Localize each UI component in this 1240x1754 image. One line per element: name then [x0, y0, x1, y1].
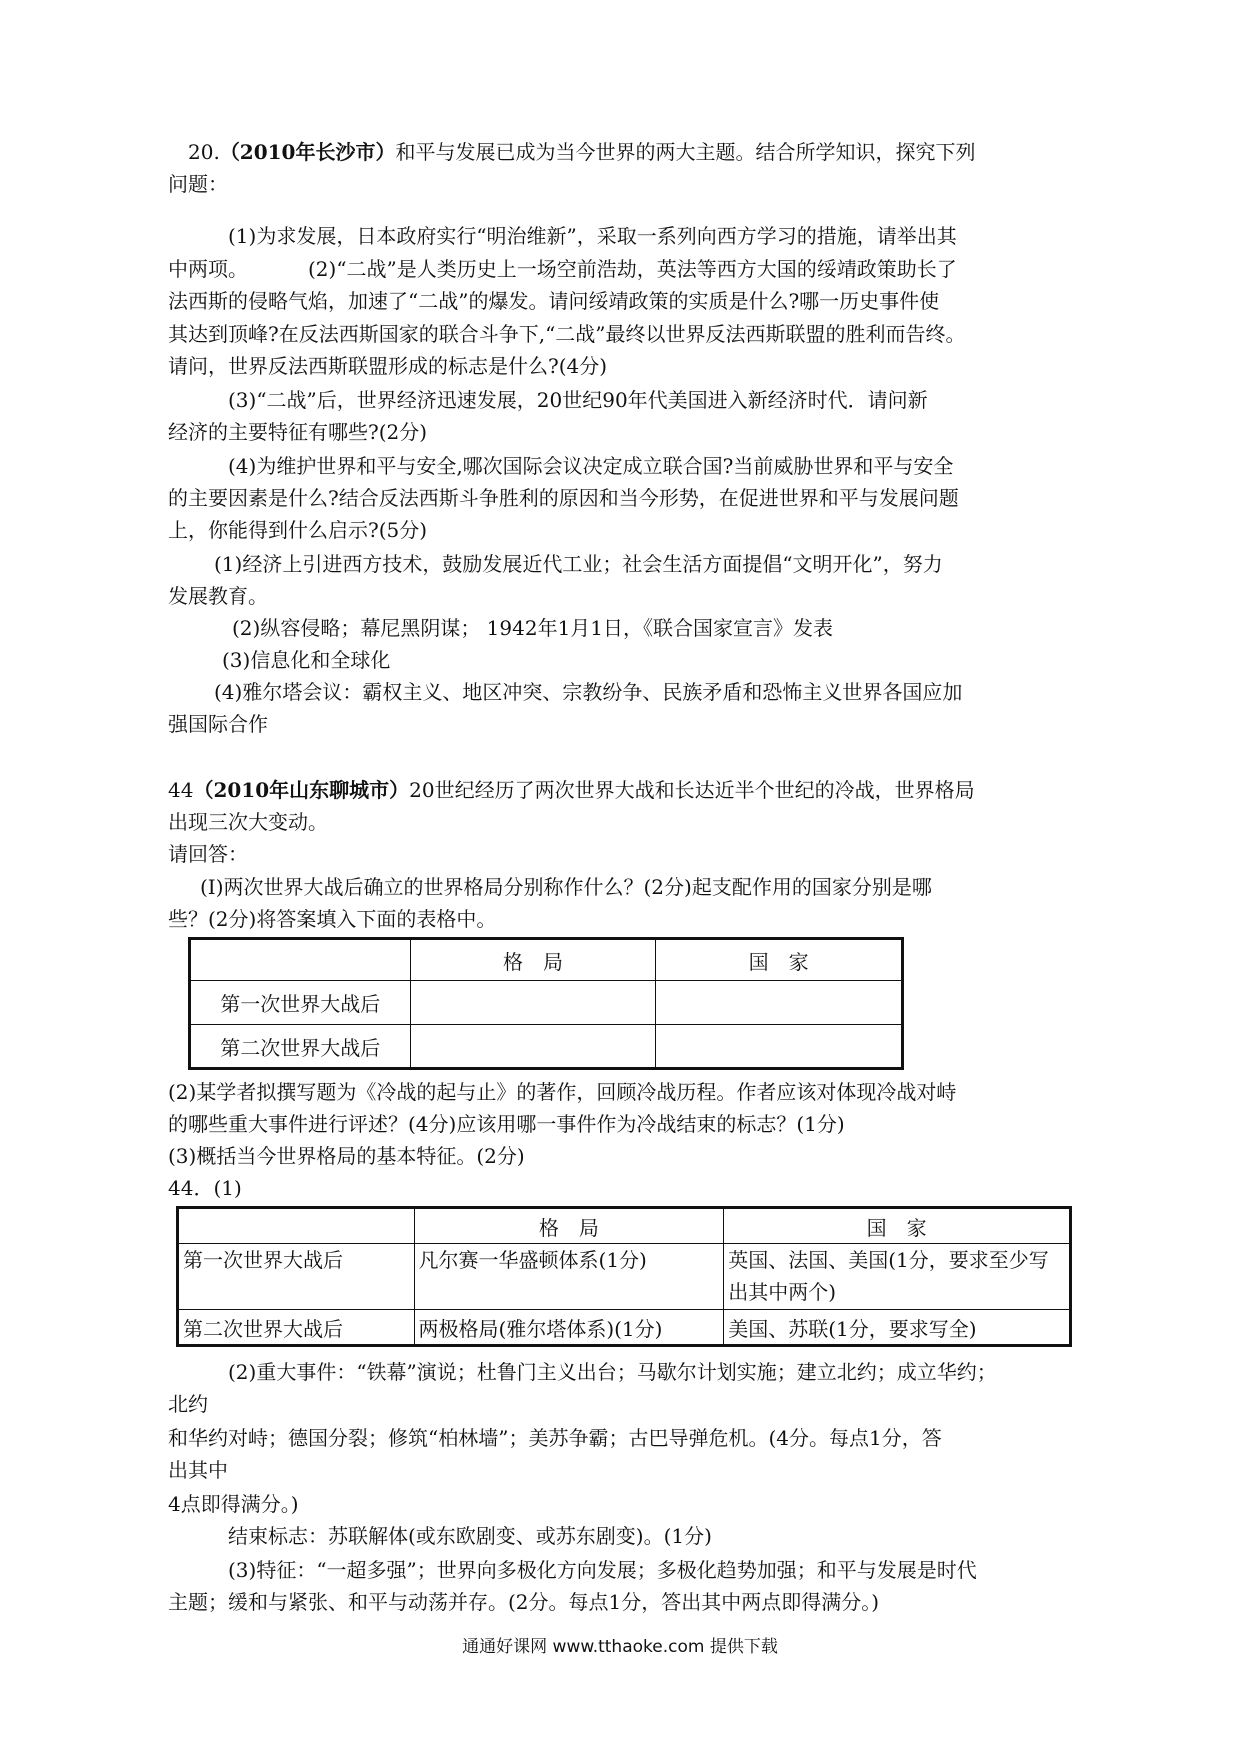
q44-answer-end-mark: 结束标志：苏联解体(或东欧剧变、或苏东剧变)。(1分): [228, 1524, 712, 1548]
q20-answer1-line1: (1)经济上引进西方技术，鼓励发展近代工业；社会生活方面提倡“文明开化”，努力: [214, 552, 943, 576]
table-cell: 第一次世界大战后: [178, 1244, 415, 1310]
table-cell: 第二次世界大战后: [190, 1025, 411, 1069]
q44-number: 44: [168, 778, 194, 802]
table-row: [178, 1244, 1071, 1310]
table-cell-blank[interactable]: [656, 1025, 903, 1069]
q20-part4-line3: 上，你能得到什么启示?(5分): [168, 518, 428, 542]
q20-answer4-line2: 强国际合作: [168, 712, 268, 736]
q20-stem-line2: 问题：: [168, 172, 228, 196]
q20-part2-head: (2)“二战”是人类历史上一场空前浩劫，英法等西方大国的绥靖政策助长了: [308, 257, 957, 281]
q44-stem-line2: 出现三次大变动。: [168, 810, 328, 834]
table-header-cell: 国 家: [656, 939, 903, 981]
q20-part1-line2: [168, 253, 1048, 285]
q20-part2-line4: 请问，世界反法西斯联盟形成的标志是什么?(4分): [168, 354, 608, 378]
q20-part2-line3: 其达到顶峰?在反法西斯国家的联合斗争下,“二战”最终以世界反法西斯联盟的胜利而告终。: [168, 322, 966, 346]
q44-answer3-line2: 主题；缓和与紧张、和平与动荡并存。(2分。每点1分，答出其中两点即得满分。): [168, 1590, 880, 1614]
q20-answer1-line2: 发展教育。: [168, 584, 268, 608]
q20-part1-line1: (1)为求发展，日本政府实行“明治维新”，采取一系列向西方学习的措施，请举出其: [228, 224, 957, 248]
q44-answer2-line1: (2)重大事件：“铁幕”演说；杜鲁门主义出台；马歇尔计划实施；建立北约；成立华约；: [228, 1360, 997, 1384]
table-cell: 英国、法国、美国(1分，要求至少写出其中两个): [724, 1244, 1071, 1310]
table-row: [190, 1025, 903, 1069]
q20-part3-line2: 经济的主要特征有哪些?(2分): [168, 420, 428, 444]
table-header-row: [190, 939, 903, 981]
q44-answer2-line3: 和华约对峙；德国分裂；修筑“柏林墙”；美苏争霸；古巴导弹危机。(4分。每点1分，答: [168, 1426, 942, 1450]
q20-part4-line2: 的主要因素是什么?结合反法西斯斗争胜利的原因和当今形势，在促进世界和平与发展问题: [168, 486, 959, 510]
table-header-row: [178, 1208, 1071, 1244]
q20-answer4-line1: (4)雅尔塔会议：霸权主义、地区冲突、宗教纷争、民族矛盾和恐怖主义世界各国应加: [214, 680, 963, 704]
q20-part2-line2: 法西斯的侵略气焰，加速了“二战”的爆发。请问绥靖政策的实质是什么?哪一历史事件使: [168, 289, 940, 313]
q20-source: （2010年长沙市）: [219, 140, 396, 164]
table-cell-blank[interactable]: [410, 1025, 656, 1069]
q20-part1-tail: 中两项。: [168, 257, 248, 281]
q44-stem-line1: [168, 774, 1048, 806]
table-cell-blank[interactable]: [410, 981, 656, 1025]
table-row: [178, 1310, 1071, 1346]
q44-blank-table: [188, 937, 904, 1070]
q44-part2-line1: (2)某学者拟撰写题为《冷战的起与止》的著作，回顾冷战历程。作者应该对体现冷战对峙: [168, 1080, 957, 1104]
q44-stem: 20世纪经历了两次世界大战和长达近半个世纪的冷战，世界格局: [409, 778, 975, 802]
q44-stem-line3: 请回答：: [168, 842, 248, 866]
q44-part1-line2: 些？(2分)将答案填入下面的表格中。: [168, 907, 497, 931]
table-header-cell: 格 局: [410, 939, 656, 981]
q20-stem-line1: [188, 136, 1068, 168]
table-cell: 两极格局(雅尔塔体系)(1分): [414, 1310, 724, 1346]
q20-stem: 和平与发展已成为当今世界的两大主题。结合所学知识，探究下列: [395, 140, 976, 164]
table-header-cell: [178, 1208, 415, 1244]
q44-answer-table: [176, 1206, 1072, 1347]
q44-part1-line1: (I)两次世界大战后确立的世界格局分别称作什么？(2分)起支配作用的国家分别是哪: [200, 875, 932, 899]
q20-part3-line1: (3)“二战”后，世界经济迅速发展，20世纪90年代美国进入新经济时代．请问新: [228, 388, 928, 412]
q20-answer3: (3)信息化和全球化: [222, 648, 391, 672]
table-cell-blank[interactable]: [656, 981, 903, 1025]
table-cell: 凡尔赛一华盛顿体系(1分): [414, 1244, 724, 1310]
q20-number: 20.: [188, 140, 220, 164]
q44-answer-label: 44．(1): [168, 1176, 242, 1200]
q44-part3: (3)概括当今世界格局的基本特征。(2分): [168, 1144, 525, 1168]
q44-part2-line2: 的哪些重大事件进行评述？(4分)应该用哪一事件作为冷战结束的标志？(1分): [168, 1112, 845, 1136]
table-cell: 第一次世界大战后: [190, 981, 411, 1025]
table-header-cell: 格 局: [414, 1208, 724, 1244]
page-footer: 通通好课网 www.tthaoke.com 提供下载: [462, 1637, 778, 1657]
q44-source: （2010年山东聊城市）: [193, 778, 410, 802]
q20-answer2: (2)纵容侵略；幕尼黑阴谋； 1942年1月1日，《联合国家宣言》发表: [232, 616, 834, 640]
table-header-cell: [190, 939, 411, 981]
q44-answer2-line4: 出其中: [168, 1458, 228, 1482]
q44-answer3-line1: (3)特征：“一超多强”；世界向多极化方向发展；多极化趋势加强；和平与发展是时代: [228, 1558, 977, 1582]
table-row: [190, 981, 903, 1025]
q44-answer2-line5: 4点即得满分。): [168, 1492, 299, 1516]
q20-part4-line1: (4)为维护世界和平与安全,哪次国际会议决定成立联合国?当前威胁世界和平与安全: [228, 454, 954, 478]
table-cell: 美国、苏联(1分，要求写全): [724, 1310, 1071, 1346]
q44-answer2-line2: 北约: [168, 1392, 208, 1416]
table-cell: 第二次世界大战后: [178, 1310, 415, 1346]
table-header-cell: 国 家: [724, 1208, 1071, 1244]
